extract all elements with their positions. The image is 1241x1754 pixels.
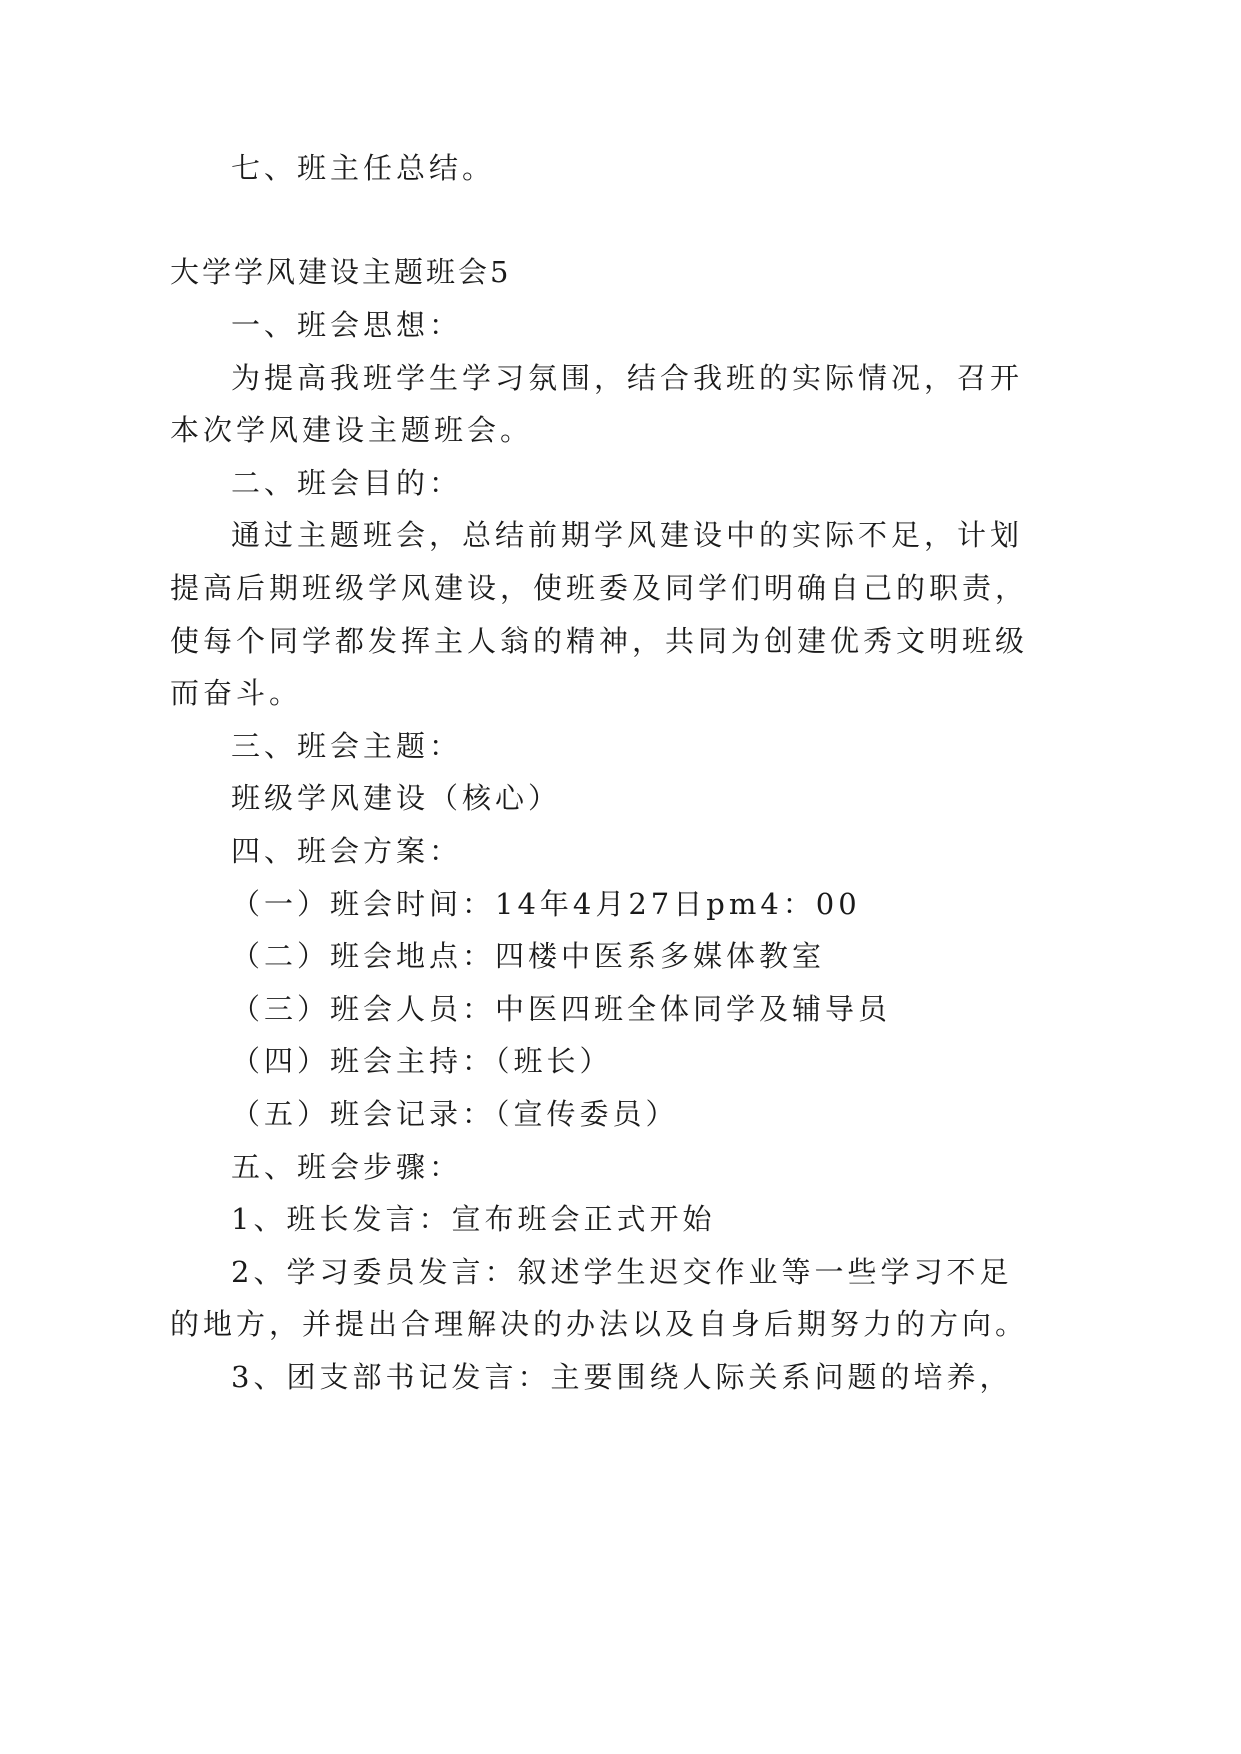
step-item: 2、学习委员发言：叙述学生迟交作业等一些学习不足 (231, 1255, 1013, 1289)
heading-1: 一、班会思想： (231, 308, 463, 342)
step-item: 3、团支部书记发言：主要围绕人际关系问题的培养， (231, 1360, 1013, 1394)
paragraph-line: 通过主题班会，总结前期学风建设中的实际不足，计划 (231, 518, 1024, 552)
plan-item-host: （四）班会主持：（班长） (231, 1044, 613, 1078)
document-title: 大学学风建设主题班会5 (170, 255, 512, 289)
paragraph-line: 的地方，并提出合理解决的办法以及自身后期努力的方向。 (170, 1307, 1029, 1341)
plan-item-recorder: （五）班会记录：（宣传委员） (231, 1097, 679, 1131)
plan-item-location: （二）班会地点：四楼中医系多媒体教室 (231, 939, 826, 973)
heading-5: 五、班会步骤： (231, 1150, 463, 1184)
paragraph-line: 而奋斗。 (170, 676, 303, 710)
paragraph-line: 为提高我班学生学习氛围，结合我班的实际情况，召开 (231, 361, 1024, 395)
heading-2: 二、班会目的： (231, 466, 463, 500)
heading-3: 三、班会主题： (231, 729, 463, 763)
plan-item-time: （一）班会时间：14年4月27日pm4：00 (231, 887, 861, 921)
paragraph-line: 提高后期班级学风建设，使班委及同学们明确自己的职责， (170, 571, 1029, 605)
step-item: 1、班长发言：宣布班会正式开始 (231, 1202, 716, 1236)
paragraph-line: 班级学风建设（核心） (231, 781, 562, 815)
paragraph-line: 本次学风建设主题班会。 (170, 413, 534, 447)
heading-4: 四、班会方案： (231, 834, 463, 868)
section-seven: 七、班主任总结。 (231, 151, 496, 185)
plan-item-attendees: （三）班会人员：中医四班全体同学及辅导员 (231, 992, 892, 1026)
paragraph-line: 使每个同学都发挥主人翁的精神，共同为创建优秀文明班级 (170, 624, 1029, 658)
